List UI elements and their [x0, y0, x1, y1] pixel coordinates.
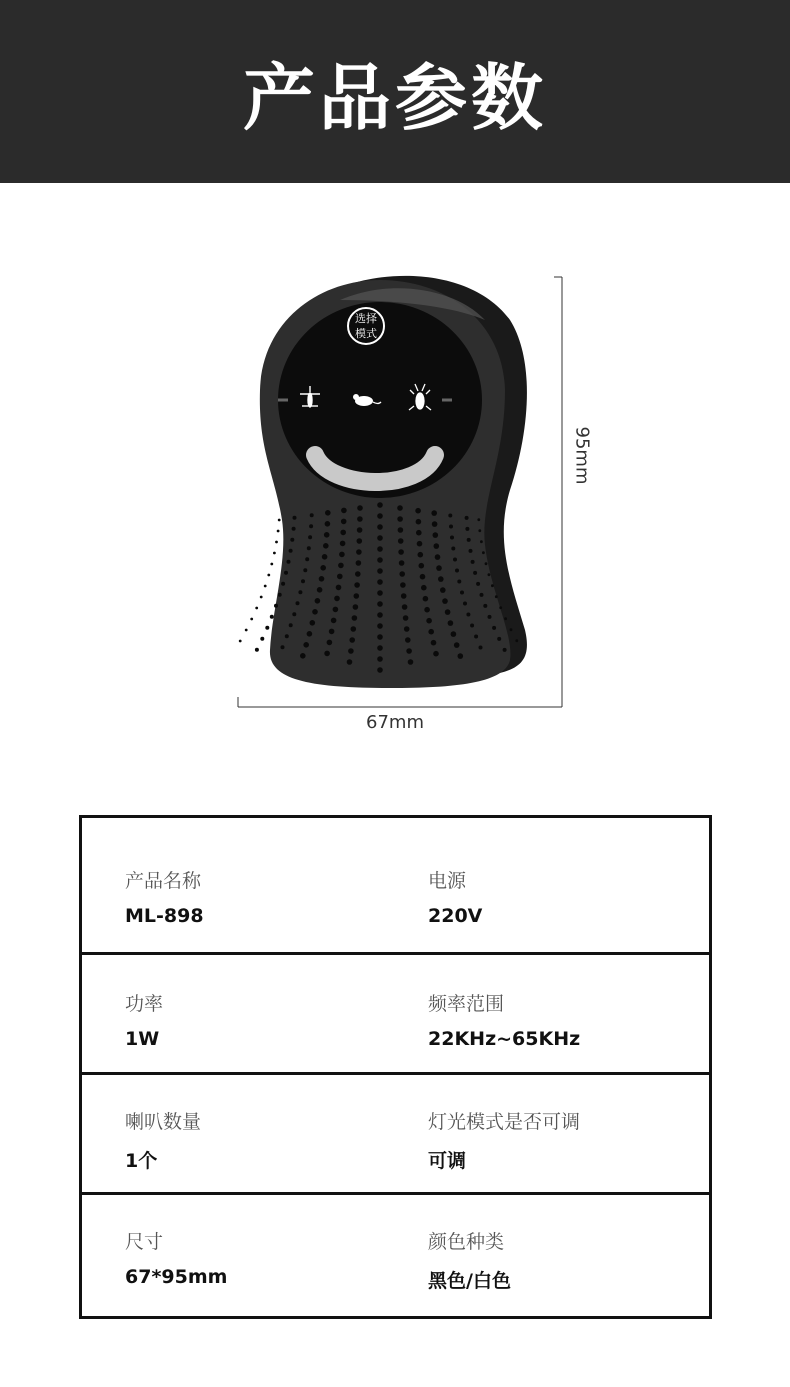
spec-row [82, 1192, 709, 1316]
spec-label: 灯光模式是否可调 [428, 1111, 581, 1133]
speaker-hole [421, 585, 427, 591]
speaker-hole [303, 568, 307, 572]
spec-label: 尺寸 [125, 1231, 164, 1253]
speaker-hole [471, 560, 475, 564]
spec-cell-name [125, 866, 204, 927]
spec-label: 功率 [125, 993, 164, 1015]
speaker-hole [453, 558, 457, 562]
speaker-hole [357, 516, 363, 522]
speaker-hole [354, 593, 360, 599]
speaker-hole [377, 557, 383, 563]
speaker-hole [377, 502, 383, 508]
speaker-hole [341, 519, 347, 525]
speaker-hole [458, 653, 464, 659]
spec-row [82, 818, 709, 952]
speaker-hole [354, 582, 360, 588]
speaker-hole [277, 530, 280, 533]
speaker-hole [324, 651, 330, 657]
speaker-hole [451, 631, 457, 637]
speaker-hole [402, 604, 408, 610]
speaker-hole [348, 648, 354, 654]
speaker-hole [463, 602, 467, 606]
speaker-hole [401, 593, 407, 599]
speaker-hole [317, 587, 323, 593]
speaker-hole [340, 541, 346, 547]
speaker-hole [270, 563, 273, 566]
speaker-hole [491, 584, 494, 587]
speaker-hole [478, 529, 481, 532]
spec-value: 可调 [428, 1150, 467, 1172]
speaker-hole [445, 609, 451, 615]
speaker-hole [495, 595, 498, 598]
speaker-hole [404, 626, 410, 632]
speaker-hole [255, 648, 259, 652]
speaker-hole [497, 637, 501, 641]
speaker-hole [315, 598, 321, 604]
speaker-hole [438, 576, 444, 582]
spec-table [79, 815, 712, 1319]
speaker-hole [499, 606, 502, 609]
product-image-area [220, 260, 600, 750]
speaker-hole [331, 618, 337, 624]
speaker-hole [448, 514, 452, 518]
speaker-hole [250, 618, 253, 621]
speaker-hole [476, 582, 480, 586]
speaker-hole [312, 609, 318, 615]
speaker-hole [284, 571, 288, 575]
speaker-hole [428, 629, 434, 635]
speaker-hole [324, 532, 330, 538]
speaker-hole [274, 604, 278, 608]
speaker-hole [281, 582, 285, 586]
speaker-hole [457, 580, 461, 584]
speaker-hole [397, 505, 403, 511]
speaker-hole [466, 613, 470, 617]
spec-value: 1个 [125, 1150, 158, 1172]
speaker-hole [424, 607, 430, 613]
speaker-hole [338, 563, 344, 569]
speaker-hole [377, 623, 383, 629]
speaker-hole [275, 541, 278, 544]
speaker-hole [416, 519, 422, 525]
speaker-hole [353, 604, 359, 610]
speaker-hole [436, 565, 442, 571]
spec-cell-wattage [125, 989, 163, 1050]
speaker-hole [435, 554, 441, 560]
speaker-hole [255, 607, 258, 610]
speaker-hole [465, 516, 469, 520]
speaker-hole [322, 554, 328, 560]
speaker-hole [423, 596, 429, 602]
speaker-hole [307, 631, 313, 637]
speaker-hole [426, 618, 432, 624]
speaker-hole [239, 640, 242, 643]
speaker-hole [377, 656, 383, 662]
speaker-hole [310, 513, 314, 517]
speaker-hole [327, 640, 333, 646]
speaker-hole [405, 637, 411, 643]
speaker-hole [319, 576, 325, 582]
speaker-hole [485, 562, 488, 565]
speaker-hole [398, 538, 404, 544]
speaker-hole [399, 560, 405, 566]
speaker-hole [293, 516, 297, 520]
speaker-hole [290, 538, 294, 542]
speaker-hole [434, 543, 440, 549]
speaker-hole [431, 510, 437, 516]
speaker-hole [329, 629, 335, 635]
speaker-hole [260, 637, 264, 641]
speaker-hole [480, 593, 484, 597]
speaker-hole [420, 574, 426, 580]
speaker-hole [403, 615, 409, 621]
speaker-hole [273, 552, 276, 555]
speaker-hole [320, 565, 326, 571]
speaker-hole [308, 535, 312, 539]
spec-cell-power-supply [428, 866, 482, 927]
speaker-hole [377, 645, 383, 651]
speaker-hole [260, 596, 263, 599]
speaker-hole [377, 590, 383, 596]
speaker-hole [289, 549, 293, 553]
speaker-hole [377, 524, 383, 530]
speaker-hole [377, 513, 383, 519]
speaker-hole [337, 574, 343, 580]
spec-cell-light-mode [428, 1107, 580, 1173]
speaker-hole [339, 552, 345, 558]
speaker-hole [285, 634, 289, 638]
speaker-hole [289, 623, 293, 627]
page-title: 产品参数 [242, 55, 547, 140]
speaker-hole [470, 624, 474, 628]
speaker-hole [479, 646, 483, 650]
spec-label: 喇叭数量 [125, 1111, 202, 1133]
speaker-hole [334, 596, 340, 602]
spec-label: 电源 [428, 870, 467, 892]
speaker-hole [482, 551, 485, 554]
mode-button-text-2: 模式 [355, 327, 377, 340]
speaker-hole [492, 626, 496, 630]
speaker-hole [400, 582, 406, 588]
speaker-hole [323, 543, 329, 549]
speaker-hole [398, 549, 404, 555]
speaker-hole [333, 607, 339, 613]
spec-value: 22KHz~65KHz [428, 1028, 581, 1050]
speaker-hole [433, 532, 439, 538]
speaker-hole [245, 629, 248, 632]
speaker-hole [418, 552, 424, 558]
speaker-hole [477, 518, 480, 521]
speaker-hole [298, 590, 302, 594]
speaker-hole [305, 557, 309, 561]
width-dimension-label: 67mm [366, 712, 424, 733]
speaker-hole [307, 546, 311, 550]
speaker-hole [473, 571, 477, 575]
speaker-hole [309, 524, 313, 528]
speaker-hole [377, 667, 383, 673]
spec-value: 220V [428, 905, 483, 927]
speaker-hole [287, 560, 291, 564]
speaker-hole [431, 640, 437, 646]
speaker-hole [460, 591, 464, 595]
speaker-hole [270, 615, 274, 619]
speaker-hole [448, 620, 454, 626]
spec-cell-size [125, 1227, 227, 1288]
speaker-hole [503, 648, 507, 652]
speaker-hole [349, 637, 355, 643]
speaker-hole [467, 538, 471, 542]
speaker-hole [419, 563, 425, 569]
spec-cell-colors [428, 1227, 511, 1293]
speaker-hole [281, 645, 285, 649]
header-banner [0, 0, 790, 183]
spec-row [82, 952, 709, 1072]
speaker-hole [377, 612, 383, 618]
spec-value: 1W [125, 1028, 160, 1050]
speaker-hole [278, 593, 282, 597]
speaker-hole [480, 540, 483, 543]
speaker-hole [488, 615, 492, 619]
height-dimension-label: 95mm [571, 426, 593, 485]
speaker-hole [357, 527, 363, 533]
speaker-hole [340, 530, 346, 536]
speaker-hole [351, 626, 357, 632]
speaker-hole [449, 525, 453, 529]
speaker-hole [357, 505, 363, 511]
speaker-hole [352, 615, 358, 621]
speaker-hole [416, 530, 422, 536]
speaker-hole [450, 536, 454, 540]
speaker-hole [442, 598, 448, 604]
spec-cell-speakers [125, 1107, 201, 1173]
speaker-hole [377, 546, 383, 552]
speaker-hole [278, 519, 281, 522]
speaker-hole [292, 527, 296, 531]
speaker-hole [325, 510, 331, 516]
speaker-hole [377, 634, 383, 640]
speaker-hole [433, 651, 439, 657]
spec-value: 67*95mm [125, 1266, 228, 1288]
product-illustration [220, 260, 600, 750]
speaker-hole [488, 573, 491, 576]
speaker-hole [377, 535, 383, 541]
speaker-hole [455, 569, 459, 573]
speaker-hole [515, 639, 518, 642]
speaker-hole [264, 585, 267, 588]
spec-row [82, 1072, 709, 1192]
speaker-hole [474, 635, 478, 639]
spec-cell-frequency [428, 989, 580, 1050]
speaker-hole [356, 560, 362, 566]
speaker-hole [415, 508, 421, 514]
spec-value: ML-898 [125, 905, 204, 927]
speaker-hole [377, 579, 383, 585]
speaker-hole [417, 541, 423, 547]
speaker-hole [347, 659, 353, 665]
speaker-hole [399, 571, 405, 577]
speaker-hole [408, 659, 414, 665]
speaker-hole [432, 521, 438, 527]
spec-label: 频率范围 [428, 993, 505, 1015]
speaker-hole [325, 521, 331, 527]
speaker-hole [296, 601, 300, 605]
speaker-hole [510, 628, 513, 631]
speaker-hole [355, 571, 361, 577]
speaker-hole [336, 585, 342, 591]
spec-label: 颜色种类 [428, 1231, 505, 1253]
speaker-hole [357, 538, 363, 544]
speaker-hole [406, 648, 412, 654]
speaker-hole [341, 508, 347, 514]
speaker-hole [504, 617, 507, 620]
speaker-hole [469, 549, 473, 553]
speaker-hole [301, 579, 305, 583]
speaker-hole [300, 653, 306, 659]
mode-button-text-1: 选择 [355, 312, 377, 325]
speaker-hole [440, 587, 446, 593]
speaker-hole [310, 620, 316, 626]
speaker-hole [398, 527, 404, 533]
speaker-hole [377, 601, 383, 607]
speaker-hole [267, 574, 270, 577]
speaker-hole [377, 568, 383, 574]
speaker-hole [303, 642, 309, 648]
speaker-hole [465, 527, 469, 531]
speaker-hole [451, 547, 455, 551]
speaker-hole [356, 549, 362, 555]
speaker-hole [483, 604, 487, 608]
speaker-hole [265, 626, 269, 630]
spec-value: 黑色/白色 [428, 1270, 511, 1292]
speaker-hole [292, 612, 296, 616]
speaker-hole [454, 642, 460, 648]
speaker-hole [397, 516, 403, 522]
spec-label: 产品名称 [125, 870, 202, 892]
